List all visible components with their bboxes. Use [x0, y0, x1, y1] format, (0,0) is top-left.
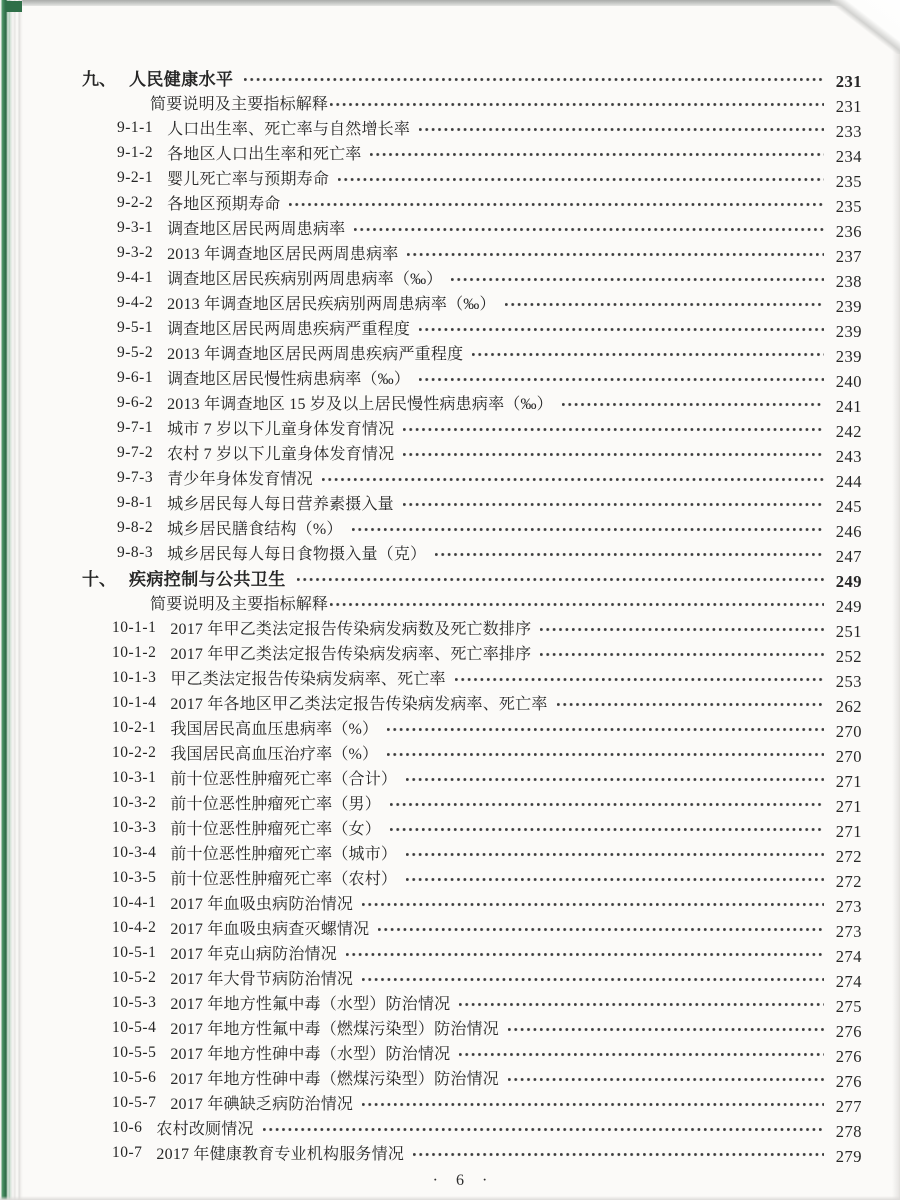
toc-entry-title: 各地区预期寿命	[167, 196, 281, 213]
toc-entry-number: 9-5-1	[117, 318, 154, 336]
dot-leader	[263, 1115, 824, 1140]
toc-entry-title: 2017 年地方性氟中毒（水型）防治情况	[170, 996, 451, 1013]
toc-entry-title: 2017 年血吸虫病查灭螺情况	[170, 921, 370, 938]
toc-entry-title: 我国居民高血压治疗率（%）	[170, 746, 379, 763]
toc-entry-number: 9-8-1	[117, 493, 154, 511]
dot-leader	[419, 365, 824, 390]
toc-entry-row	[0, 990, 900, 1015]
toc-entry-title: 2017 年各地区甲乙类法定报告传染病发病率、死亡率	[170, 696, 548, 713]
toc-entry-number: 10-2-2	[112, 743, 157, 761]
toc-entry-row	[0, 90, 900, 115]
dot-leader	[362, 890, 824, 915]
toc-entry-page: 240	[835, 372, 862, 391]
toc-entry-row	[0, 340, 900, 365]
dot-leader	[451, 265, 824, 290]
toc-entry-page: 234	[835, 147, 862, 166]
toc-entry-number: 10-3-1	[112, 768, 157, 786]
dot-leader	[362, 1090, 824, 1115]
dot-leader	[244, 65, 824, 90]
toc-entry-number: 10-1-2	[112, 643, 157, 661]
toc-section-row	[0, 565, 900, 590]
toc-entry-page: 271	[835, 772, 862, 791]
dot-leader	[297, 565, 824, 590]
toc-entry-title: 简要说明及主要指标解释	[150, 96, 329, 113]
toc-entry-number: 9-7-1	[117, 418, 154, 436]
dot-leader	[406, 840, 824, 865]
toc-entry-title: 人民健康水平	[129, 70, 234, 89]
toc-entry-row	[0, 640, 900, 665]
toc-entry-title: 青少年身体发育情况	[167, 471, 313, 488]
toc-entry-row	[0, 265, 900, 290]
toc-entry-number: 9-3-1	[117, 218, 154, 236]
toc-entry-page: 277	[835, 1097, 862, 1116]
toc-entry-title: 疾病控制与公共卫生	[129, 570, 286, 589]
dot-leader	[352, 515, 824, 540]
toc-entry-row	[0, 115, 900, 140]
toc-entry-number: 九、	[82, 70, 116, 89]
toc-entry-page: 252	[835, 647, 862, 666]
toc-entry-number: 10-3-4	[112, 843, 157, 861]
toc-entry-row	[0, 1140, 900, 1165]
dot-leader	[540, 615, 824, 640]
dot-leader	[406, 865, 824, 890]
dot-leader	[407, 240, 824, 265]
toc-entry-number: 10-3-5	[112, 868, 157, 886]
toc-entry-title: 前十位恶性肿瘤死亡率（女）	[170, 821, 381, 838]
toc-entry-page: 239	[835, 322, 862, 341]
toc-entry-number: 9-7-3	[117, 468, 154, 486]
toc-entry-title: 前十位恶性肿瘤死亡率（男）	[170, 796, 381, 813]
dot-leader	[387, 740, 824, 765]
dot-leader	[459, 1040, 824, 1065]
toc-entry-page: 245	[835, 497, 862, 516]
toc-entry-page: 274	[835, 972, 862, 991]
dot-leader	[370, 140, 824, 165]
toc-entry-title: 2017 年地方性砷中毒（燃煤污染型）防治情况	[170, 1071, 499, 1088]
toc-entry-title: 前十位恶性肿瘤死亡率（合计）	[170, 771, 398, 788]
toc-entry-page: 239	[835, 297, 862, 316]
toc-entry-number: 10-5-2	[112, 968, 157, 986]
toc-entry-number: 9-4-2	[117, 293, 154, 311]
dot-leader	[403, 490, 824, 515]
toc-entry-number: 10-5-1	[112, 943, 157, 961]
dot-leader	[455, 665, 824, 690]
toc-entry-number: 十、	[82, 570, 116, 589]
toc-entry-number: 9-1-2	[117, 143, 154, 161]
toc-entry-page: 241	[835, 397, 862, 416]
spine-corner-mark	[6, 1, 22, 12]
toc-entry-number: 10-5-5	[112, 1043, 157, 1061]
toc-entry-title: 调查地区居民慢性病患病率（‰）	[167, 371, 411, 388]
toc-entry-row	[0, 140, 900, 165]
toc-entry-page: 242	[835, 422, 862, 441]
toc-entry-title: 2013 年调查地区居民两周患病率	[167, 246, 399, 263]
toc-entry-title: 2017 年地方性砷中毒（水型）防治情况	[170, 1046, 451, 1063]
toc-entry-number: 10-1-1	[112, 618, 157, 636]
toc-entry-number: 9-3-2	[117, 243, 154, 261]
toc-entry-title: 2013 年调查地区 15 岁及以上居民慢性病患病率（‰）	[167, 396, 553, 413]
toc-entry-row	[0, 465, 900, 490]
toc-entry-row	[0, 1115, 900, 1140]
toc-entry-title: 调查地区居民疾病别两周患病率（‰）	[167, 271, 443, 288]
toc-entry-page: 276	[835, 1072, 862, 1091]
toc-entry-title: 2017 年血吸虫病防治情况	[170, 896, 354, 913]
toc-entry-title: 2017 年地方性氟中毒（燃煤污染型）防治情况	[170, 1021, 499, 1038]
toc-entry-page: 235	[835, 197, 862, 216]
dot-leader	[362, 965, 824, 990]
toc-entry-title: 我国居民高血压患病率（%）	[170, 721, 379, 738]
dot-leader	[419, 115, 824, 140]
page-number-footer: · 6 ·	[432, 1172, 488, 1189]
toc-entry-page: 244	[835, 472, 862, 491]
toc-entry-number: 9-4-1	[117, 268, 154, 286]
dot-leader	[330, 90, 824, 115]
dot-leader	[505, 290, 824, 315]
dot-leader	[508, 1065, 824, 1090]
dot-leader	[354, 215, 824, 240]
toc-entry-number: 9-8-2	[117, 518, 154, 536]
toc-entry-title: 调查地区居民两周患疾病严重程度	[167, 321, 411, 338]
dot-leader	[419, 315, 824, 340]
toc-entry-row	[0, 765, 900, 790]
toc-entry-page: 275	[835, 997, 862, 1016]
toc-entry-page: 272	[835, 872, 862, 891]
toc-entry-number: 10-5-6	[112, 1068, 157, 1086]
toc-entry-page: 246	[835, 522, 862, 541]
toc-entry-title: 简要说明及主要指标解释	[150, 596, 329, 613]
toc-entry-number: 10-5-4	[112, 1018, 157, 1036]
toc-entry-title: 城乡居民每人每日营养素摄入量	[167, 496, 394, 513]
dot-leader	[406, 765, 824, 790]
toc-entry-title: 农村 7 岁以下儿童身体发育情况	[167, 446, 395, 463]
dot-leader	[540, 640, 824, 665]
toc-entry-row	[0, 290, 900, 315]
toc-entry-page: 271	[835, 797, 862, 816]
toc-entry-page: 276	[835, 1022, 862, 1041]
dot-leader	[472, 340, 824, 365]
toc-entry-page: 273	[835, 922, 862, 941]
toc-entry-row	[0, 365, 900, 390]
toc-entry-page: 247	[835, 547, 862, 566]
toc-entry-page: 272	[835, 847, 862, 866]
toc-entry-row	[0, 240, 900, 265]
toc-entry-page: 231	[835, 72, 862, 91]
dot-leader	[403, 440, 824, 465]
dot-leader	[322, 465, 824, 490]
toc-entry-title: 2013 年调查地区居民两周患疾病严重程度	[167, 346, 464, 363]
toc-rows	[0, 65, 900, 1165]
dot-leader	[562, 390, 824, 415]
toc-entry-page: 274	[835, 947, 862, 966]
toc-entry-page: 276	[835, 1047, 862, 1066]
toc-entry-row	[0, 1090, 900, 1115]
toc-entry-row	[0, 1065, 900, 1090]
toc-entry-number: 10-3-2	[112, 793, 157, 811]
toc-entry-title: 城乡居民每人每日食物摄入量（克）	[167, 546, 427, 563]
toc-entry-page: 279	[835, 1147, 862, 1166]
toc-entry-title: 2017 年克山病防治情况	[170, 946, 337, 963]
toc-entry-title: 2017 年碘缺乏病防治情况	[170, 1096, 354, 1113]
dot-leader	[557, 690, 824, 715]
toc-entry-page: 251	[835, 622, 862, 641]
toc-entry-title: 甲乙类法定报告传染病发病率、死亡率	[170, 671, 446, 688]
dot-leader	[390, 815, 824, 840]
toc-entry-number: 10-4-2	[112, 918, 157, 936]
dot-leader	[413, 1140, 824, 1165]
toc-entry-row	[0, 715, 900, 740]
toc-entry-number: 10-5-7	[112, 1093, 157, 1111]
toc-entry-number: 10-6	[112, 1118, 143, 1136]
toc-entry-row	[0, 390, 900, 415]
toc-entry-title: 前十位恶性肿瘤死亡率（城市）	[170, 846, 398, 863]
toc-entry-title: 2017 年大骨节病防治情况	[170, 971, 354, 988]
toc-entry-number: 10-1-3	[112, 668, 157, 686]
scan-bottom-edge	[0, 1196, 900, 1200]
toc-entry-title: 农村改厕情况	[156, 1121, 254, 1138]
toc-entry-row	[0, 1040, 900, 1065]
toc-entry-number: 9-2-1	[117, 168, 154, 186]
dot-leader	[508, 1015, 824, 1040]
toc-entry-row	[0, 940, 900, 965]
dot-leader	[338, 165, 824, 190]
page-curl	[830, 0, 900, 54]
toc-entry-page: 243	[835, 447, 862, 466]
toc-entry-page: 253	[835, 672, 862, 691]
dot-leader	[289, 190, 824, 215]
toc-entry-number: 10-7	[112, 1143, 143, 1161]
toc-entry-number: 10-2-1	[112, 718, 157, 736]
toc-entry-row	[0, 690, 900, 715]
dot-leader	[378, 915, 824, 940]
toc-entry-title: 2017 年甲乙类法定报告传染病发病率、死亡率排序	[170, 646, 532, 663]
dot-leader	[330, 590, 824, 615]
toc-entry-title: 人口出生率、死亡率与自然增长率	[167, 121, 411, 138]
toc-entry-page: 238	[835, 272, 862, 291]
toc-section-row	[0, 65, 900, 90]
toc-entry-number: 9-7-2	[117, 443, 154, 461]
toc-entry-row	[0, 440, 900, 465]
toc-entry-row	[0, 665, 900, 690]
toc-entry-page: 270	[835, 722, 862, 741]
toc-entry-page: 236	[835, 222, 862, 241]
toc-entry-number: 9-5-2	[117, 343, 154, 361]
dot-leader	[459, 990, 824, 1015]
toc-entry-title: 前十位恶性肿瘤死亡率（农村）	[170, 871, 398, 888]
toc-entry-title: 城市 7 岁以下儿童身体发育情况	[167, 421, 395, 438]
toc-entry-row	[0, 615, 900, 640]
dot-leader	[403, 415, 824, 440]
toc-entry-page: 262	[835, 697, 862, 716]
toc-entry-number: 9-8-3	[117, 543, 154, 561]
toc-entry-number: 9-1-1	[117, 118, 154, 136]
toc-entry-number: 9-6-1	[117, 368, 154, 386]
toc-entry-title: 各地区人口出生率和死亡率	[167, 146, 362, 163]
toc-entry-row	[0, 490, 900, 515]
toc-entry-row	[0, 890, 900, 915]
toc-entry-page: 237	[835, 247, 862, 266]
toc-entry-page: 231	[835, 97, 862, 116]
toc-entry-row	[0, 590, 900, 615]
toc-entry-title: 2017 年健康教育专业机构服务情况	[156, 1146, 405, 1163]
toc-entry-page: 270	[835, 747, 862, 766]
toc-entry-row	[0, 815, 900, 840]
toc-entry-number: 9-6-2	[117, 393, 154, 411]
toc-entry-row	[0, 515, 900, 540]
toc-entry-row	[0, 790, 900, 815]
toc-entry-number: 10-5-3	[112, 993, 157, 1011]
toc-entry-row	[0, 1015, 900, 1040]
toc-entry-number: 10-3-3	[112, 818, 157, 836]
toc-entry-row	[0, 415, 900, 440]
toc-entry-title: 2013 年调查地区居民疾病别两周患病率（‰）	[167, 296, 496, 313]
toc-entry-row	[0, 740, 900, 765]
toc-entry-row	[0, 840, 900, 865]
toc-entry-row	[0, 215, 900, 240]
toc-entry-row	[0, 915, 900, 940]
scan-top-edge	[0, 0, 900, 6]
toc-entry-title: 婴儿死亡率与预期寿命	[167, 171, 330, 188]
toc-entry-number: 10-1-4	[112, 693, 157, 711]
toc-entry-page: 249	[835, 597, 862, 616]
dot-leader	[390, 790, 824, 815]
toc-entry-row	[0, 865, 900, 890]
toc-entry-page: 271	[835, 822, 862, 841]
toc-entry-page: 273	[835, 897, 862, 916]
toc-entry-title: 城乡居民膳食结构（%）	[167, 521, 343, 538]
toc-entry-page: 249	[835, 572, 862, 591]
toc-entry-row	[0, 315, 900, 340]
toc-entry-row	[0, 190, 900, 215]
toc-entry-row	[0, 965, 900, 990]
toc-entry-title: 2017 年甲乙类法定报告传染病发病数及死亡数排序	[170, 621, 532, 638]
toc-entry-page: 239	[835, 347, 862, 366]
toc-entry-row	[0, 165, 900, 190]
toc-entry-title: 调查地区居民两周患病率	[167, 221, 346, 238]
toc-entry-number: 10-4-1	[112, 893, 157, 911]
toc-entry-number: 9-2-2	[117, 193, 154, 211]
dot-leader	[346, 940, 824, 965]
toc-entry-page: 278	[835, 1122, 862, 1141]
dot-leader	[387, 715, 824, 740]
toc-entry-page: 233	[835, 122, 862, 141]
toc-entry-row	[0, 540, 900, 565]
toc-entry-page: 235	[835, 172, 862, 191]
dot-leader	[435, 540, 824, 565]
